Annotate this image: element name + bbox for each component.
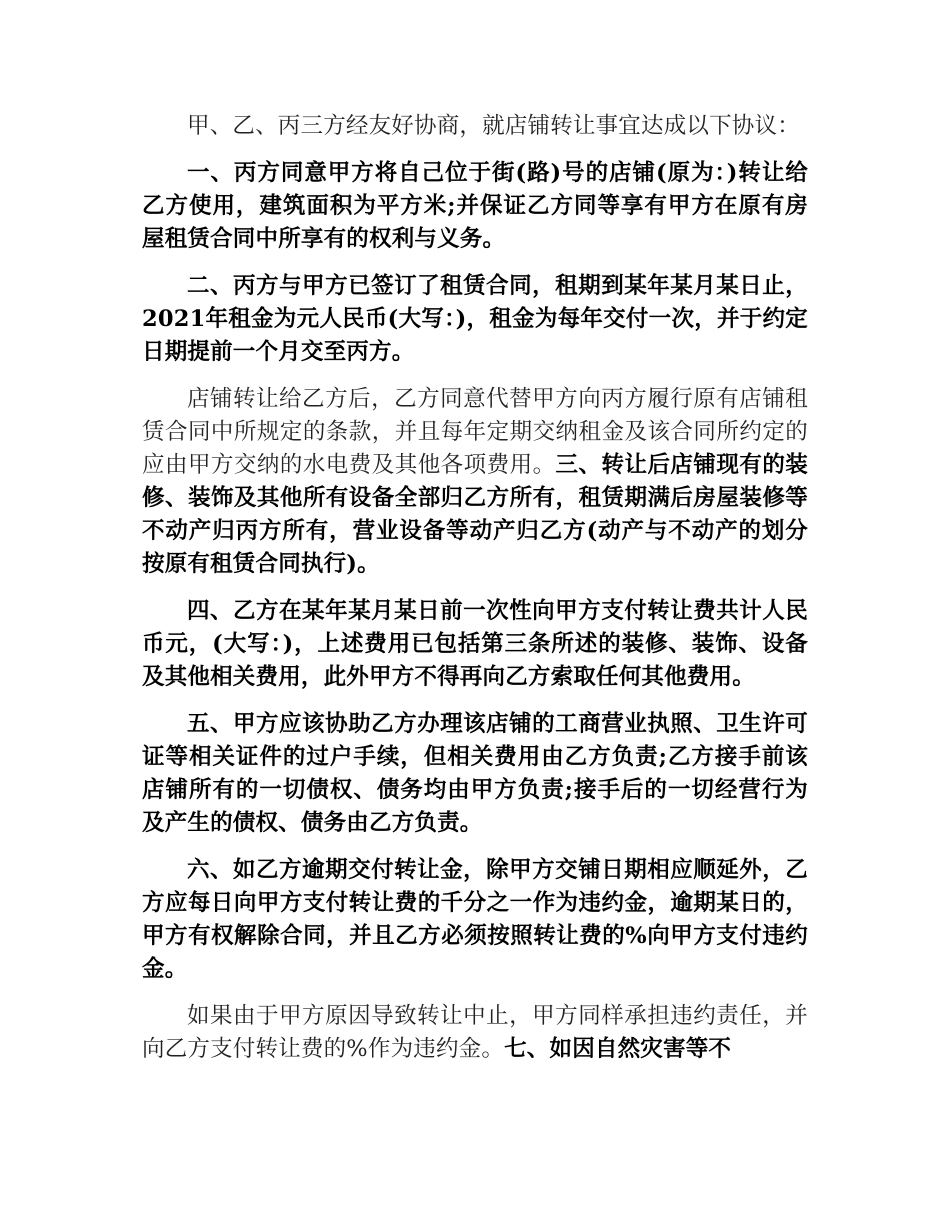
clause-4-paragraph: 四、乙方在某年某月某日前一次性向甲方支付转让费共计人民币元，(大写：)，上述费用已包括第三条所述的装修、装饰、设备及其他相关费用，此外甲方不得再向乙方索取任何其他费用。 xyxy=(142,598,808,690)
clause-7-paragraph xyxy=(142,1000,808,1066)
clause-3-text: 三、转让后店铺现有的装修、装饰及其他所有设备全部归乙方所有，租赁期满后房屋装修等不动产归丙方所有，营业设备等动产归乙方(动产与不动产的划分按原有租赁合同执行)。 xyxy=(142,452,808,577)
lease-obligation-text: 店铺转让给乙方后，乙方同意代替甲方向丙方履行原有店铺租赁合同中所规定的条款，并且每年定期交纳租金及该合同所约定的应由甲方交纳的水电费及其他各项费用。 xyxy=(142,386,808,478)
document-page xyxy=(142,110,808,1080)
intro-paragraph: 甲、乙、丙三方经友好协商，就店铺转让事宜达成以下协议： xyxy=(187,113,800,139)
breach-text: 如果由于甲方原因导致转让中止，甲方同样承担违约责任，并向乙方支付转让费的%作为违约金。 xyxy=(142,1003,808,1062)
clause-1-paragraph: 一、丙方同意甲方将自己位于街(路)号的店铺(原为：)转让给乙方使用，建筑面积为平方米;并保证乙方同等享有甲方在原有房屋租赁合同中所享有的权利与义务。 xyxy=(142,160,808,252)
clause-7-text: 七、如因自然灾害等不 xyxy=(504,1036,732,1062)
clause-5-paragraph: 五、甲方应该协助乙方办理该店铺的工商营业执照、卫生许可证等相关证件的过户手续，但相关费用由乙方负责;乙方接手前该店铺所有的一切债权、债务均由甲方负责;接手后的一切经营行为及产生的债权、债务由乙方负责。 xyxy=(142,711,808,836)
clause-3-paragraph xyxy=(142,383,808,581)
clause-2-paragraph: 二、丙方与甲方已签订了租赁合同，租期到某年某月某日止，2021年租金为元人民币(大写：)，租金为每年交付一次，并于约定日期提前一个月交至丙方。 xyxy=(142,273,808,365)
clause-6-paragraph: 六、如乙方逾期交付转让金，除甲方交铺日期相应顺延外，乙方应每日向甲方支付转让费的千分之一作为违约金，逾期某日的，甲方有权解除合同，并且乙方必须按照转让费的%向甲方支付违约金。 xyxy=(142,857,808,982)
